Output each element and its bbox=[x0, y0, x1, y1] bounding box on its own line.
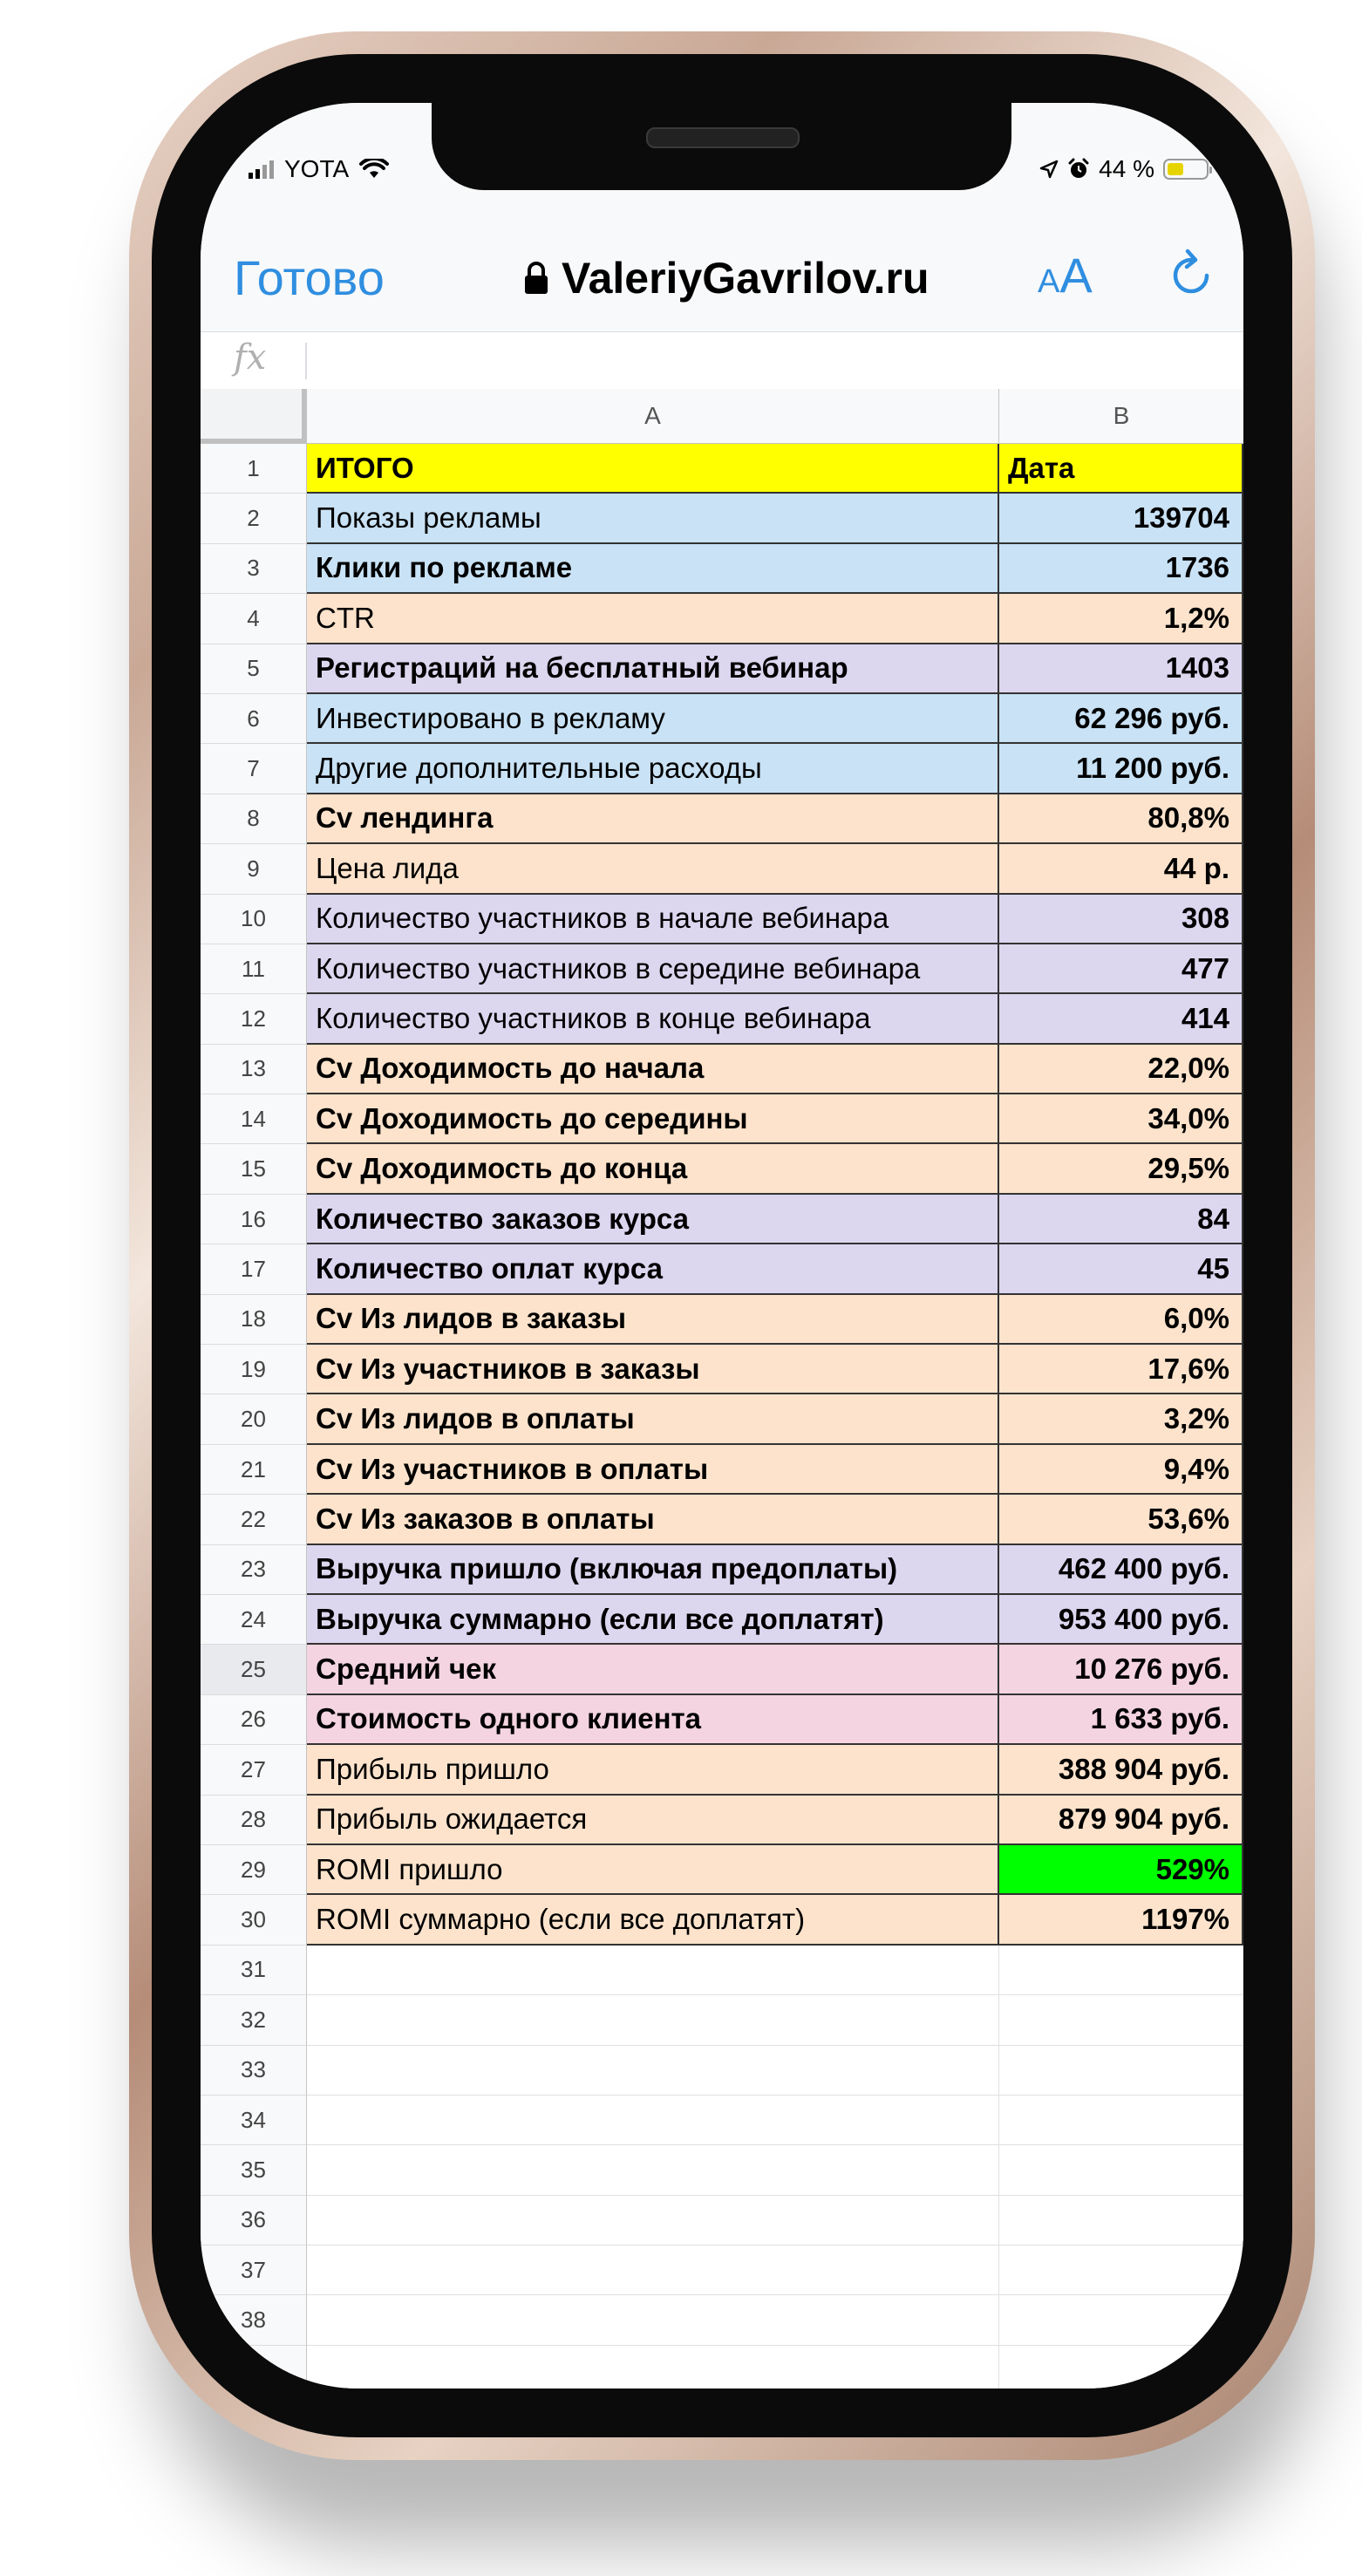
table-row bbox=[201, 1545, 1243, 1595]
cell-a[interactable] bbox=[307, 2196, 999, 2245]
column-header-a[interactable]: A bbox=[307, 389, 999, 443]
cell-b[interactable]: 9,4% bbox=[999, 1445, 1243, 1495]
cell-a[interactable]: Количество участников в начале вебинара bbox=[307, 895, 999, 944]
cell-a[interactable]: ROMI суммарно (если все доплатят) bbox=[307, 1895, 999, 1945]
cell-a[interactable]: Количество участников в конце вебинара bbox=[307, 994, 999, 1044]
fx-label: fx bbox=[234, 337, 267, 378]
cell-a[interactable] bbox=[307, 2046, 999, 2096]
table-row bbox=[201, 1495, 1243, 1544]
cell-a[interactable]: Cv Из заказов в оплаты bbox=[307, 1495, 999, 1544]
done-button[interactable]: Готово bbox=[234, 250, 385, 305]
cell-a[interactable]: CTR bbox=[307, 594, 999, 644]
table-row bbox=[201, 794, 1243, 844]
row-number[interactable]: 37 bbox=[201, 2245, 307, 2295]
cell-a[interactable]: Прибыль пришло bbox=[307, 1745, 999, 1795]
cell-a[interactable]: ИТОГО bbox=[307, 444, 999, 494]
notch bbox=[432, 103, 1011, 190]
cell-b[interactable]: 1403 bbox=[999, 644, 1243, 694]
cell-a[interactable] bbox=[307, 1995, 999, 2045]
battery-icon bbox=[1163, 159, 1209, 180]
table-row bbox=[201, 994, 1243, 1044]
formula-bar[interactable] bbox=[201, 331, 1243, 391]
row-number[interactable]: 11 bbox=[201, 944, 307, 994]
table-row bbox=[201, 444, 1243, 494]
cell-b[interactable]: 6,0% bbox=[999, 1295, 1243, 1345]
cell-b[interactable]: 17,6% bbox=[999, 1345, 1243, 1394]
formula-separator bbox=[305, 343, 307, 379]
cell-b[interactable]: 10 276 руб. bbox=[999, 1645, 1243, 1694]
row-number[interactable]: 33 bbox=[201, 2046, 307, 2096]
cell-b[interactable]: 53,6% bbox=[999, 1495, 1243, 1544]
text-size-button[interactable]: AA bbox=[1038, 248, 1093, 303]
table-row-empty bbox=[201, 1995, 1243, 2045]
row-number[interactable]: 24 bbox=[201, 1595, 307, 1645]
cell-b[interactable]: 388 904 руб. bbox=[999, 1745, 1243, 1795]
cell-b[interactable]: 953 400 руб. bbox=[999, 1595, 1243, 1645]
battery-percent: 44 % bbox=[1099, 155, 1154, 182]
row-number[interactable]: 7 bbox=[201, 744, 307, 794]
signal-icon bbox=[249, 160, 274, 179]
column-header-b[interactable]: B bbox=[1113, 402, 1130, 429]
lock-icon bbox=[523, 261, 549, 296]
table-row bbox=[201, 1895, 1243, 1945]
table-row-empty bbox=[201, 2096, 1243, 2145]
cell-b[interactable]: 1197% bbox=[999, 1895, 1243, 1945]
row-number[interactable]: 30 bbox=[201, 1895, 307, 1945]
cell-b[interactable]: 414 bbox=[999, 994, 1243, 1044]
cell-a[interactable]: Средний чек bbox=[307, 1645, 999, 1694]
table-row-empty bbox=[201, 2346, 1243, 2389]
table-row bbox=[201, 1195, 1243, 1244]
cell-b[interactable]: 22,0% bbox=[999, 1045, 1243, 1094]
cell-a[interactable]: Cv Из лидов в заказы bbox=[307, 1295, 999, 1345]
cell-a[interactable] bbox=[307, 2295, 999, 2345]
row-number[interactable]: 6 bbox=[201, 694, 307, 744]
row-number[interactable]: 35 bbox=[201, 2145, 307, 2195]
cell-a[interactable]: Cv Доходимость до начала bbox=[307, 1045, 999, 1094]
row-number[interactable]: 10 bbox=[201, 895, 307, 944]
carrier-name: YOTA bbox=[284, 155, 350, 182]
row-number[interactable]: 27 bbox=[201, 1745, 307, 1795]
table-row bbox=[201, 895, 1243, 944]
row-number[interactable]: 3 bbox=[201, 544, 307, 594]
cell-b[interactable]: 80,8% bbox=[999, 794, 1243, 844]
row-number[interactable]: 18 bbox=[201, 1295, 307, 1345]
cell-b[interactable]: 29,5% bbox=[999, 1144, 1243, 1194]
row-number[interactable]: 23 bbox=[201, 1545, 307, 1595]
cell-b[interactable]: 1,2% bbox=[999, 594, 1243, 644]
cell-a[interactable]: Количество участников в середине вебинара bbox=[307, 944, 999, 994]
wifi-icon bbox=[359, 159, 389, 180]
row-number[interactable]: 19 bbox=[201, 1345, 307, 1394]
row-number[interactable]: 17 bbox=[201, 1244, 307, 1294]
cell-b[interactable] bbox=[999, 1946, 1243, 1995]
table-row bbox=[201, 1645, 1243, 1694]
cell-b[interactable] bbox=[999, 2245, 1243, 2295]
table-row-empty bbox=[201, 2196, 1243, 2245]
cell-a[interactable]: ROMI пришло bbox=[307, 1845, 999, 1895]
table-row bbox=[201, 594, 1243, 644]
table-row bbox=[201, 1595, 1243, 1645]
cell-b[interactable] bbox=[999, 1995, 1243, 2045]
table-row-empty bbox=[201, 2046, 1243, 2096]
cell-b[interactable] bbox=[999, 2145, 1243, 2195]
cell-b[interactable] bbox=[999, 2096, 1243, 2145]
table-row bbox=[201, 1745, 1243, 1795]
row-number[interactable]: 26 bbox=[201, 1695, 307, 1745]
row-number[interactable]: 22 bbox=[201, 1495, 307, 1544]
table-row bbox=[201, 844, 1243, 894]
cell-a[interactable]: Выручка суммарно (если все доплатят) bbox=[307, 1595, 999, 1645]
table-row bbox=[201, 744, 1243, 794]
table-row bbox=[201, 1144, 1243, 1194]
table-row bbox=[201, 1045, 1243, 1094]
row-number[interactable]: 14 bbox=[201, 1094, 307, 1144]
cell-a[interactable]: Cv Из участников в заказы bbox=[307, 1345, 999, 1394]
cell-b[interactable] bbox=[999, 2196, 1243, 2245]
row-number[interactable]: 1 bbox=[201, 444, 307, 494]
row-number[interactable]: 9 bbox=[201, 844, 307, 894]
cell-a[interactable]: Стоимость одного клиента bbox=[307, 1695, 999, 1745]
cell-b[interactable]: 45 bbox=[999, 1244, 1243, 1294]
table-row bbox=[201, 1845, 1243, 1895]
cell-b[interactable]: 34,0% bbox=[999, 1094, 1243, 1144]
cell-a[interactable]: Другие дополнительные расходы bbox=[307, 744, 999, 794]
cell-b[interactable]: 529% bbox=[999, 1845, 1243, 1895]
row-number[interactable]: 34 bbox=[201, 2096, 307, 2145]
row-number[interactable]: 29 bbox=[201, 1845, 307, 1895]
row-number[interactable]: 32 bbox=[201, 1995, 307, 2045]
address-bar[interactable] bbox=[523, 253, 930, 303]
cell-b[interactable]: 3,2% bbox=[999, 1394, 1243, 1444]
location-icon bbox=[1039, 160, 1059, 179]
table-row bbox=[201, 544, 1243, 594]
cell-a[interactable] bbox=[307, 2145, 999, 2195]
row-number[interactable]: 5 bbox=[201, 644, 307, 694]
row-number[interactable]: 36 bbox=[201, 2196, 307, 2245]
row-number[interactable]: 12 bbox=[201, 994, 307, 1044]
cell-a[interactable]: Количество оплат курса bbox=[307, 1244, 999, 1294]
cell-a[interactable] bbox=[307, 1946, 999, 1995]
row-number[interactable]: 28 bbox=[201, 1796, 307, 1845]
browser-toolbar bbox=[201, 199, 1243, 330]
cell-b[interactable] bbox=[999, 2346, 1243, 2389]
cell-b[interactable]: 1736 bbox=[999, 544, 1243, 594]
row-number[interactable]: 38 bbox=[201, 2295, 307, 2345]
row-number[interactable]: 2 bbox=[201, 494, 307, 543]
cell-a[interactable]: Цена лида bbox=[307, 844, 999, 894]
column-header-row bbox=[201, 389, 1243, 444]
alarm-icon bbox=[1067, 158, 1090, 181]
phone-frame bbox=[129, 31, 1315, 2460]
table-row-empty bbox=[201, 2145, 1243, 2195]
table-row bbox=[201, 1394, 1243, 1444]
cell-b[interactable]: 462 400 руб. bbox=[999, 1545, 1243, 1595]
cell-b[interactable]: 879 904 руб. bbox=[999, 1796, 1243, 1845]
table-row-empty bbox=[201, 1946, 1243, 1995]
cell-b[interactable]: 139704 bbox=[999, 494, 1243, 543]
cell-a[interactable] bbox=[307, 2346, 999, 2389]
cell-a[interactable]: Прибыль ожидается bbox=[307, 1796, 999, 1845]
cell-a[interactable]: Инвестировано в рекламу bbox=[307, 694, 999, 744]
cell-b[interactable] bbox=[999, 2295, 1243, 2345]
table-row bbox=[201, 494, 1243, 543]
row-number[interactable]: 16 bbox=[201, 1195, 307, 1244]
row-number[interactable]: 20 bbox=[201, 1394, 307, 1444]
cell-a[interactable]: Cv лендинга bbox=[307, 794, 999, 844]
row-number[interactable]: 39 bbox=[201, 2346, 307, 2389]
cell-b[interactable]: 62 296 руб. bbox=[999, 694, 1243, 744]
cell-b[interactable]: 11 200 руб. bbox=[999, 744, 1243, 794]
table-row bbox=[201, 1695, 1243, 1745]
table-row-empty bbox=[201, 2295, 1243, 2345]
table-row bbox=[201, 1345, 1243, 1394]
table-row bbox=[201, 1796, 1243, 1845]
cell-a[interactable]: Cv Из участников в оплаты bbox=[307, 1445, 999, 1495]
cell-b[interactable]: Дата bbox=[999, 444, 1243, 494]
row-number[interactable]: 21 bbox=[201, 1445, 307, 1495]
cell-b[interactable]: 477 bbox=[999, 944, 1243, 994]
phone-screen bbox=[201, 103, 1243, 2389]
table-row bbox=[201, 694, 1243, 744]
cell-b[interactable] bbox=[999, 2046, 1243, 2096]
cell-a[interactable] bbox=[307, 2245, 999, 2295]
table-row bbox=[201, 1295, 1243, 1345]
spreadsheet-grid bbox=[201, 389, 1243, 2389]
table-row bbox=[201, 944, 1243, 994]
rows-container bbox=[201, 444, 1243, 2389]
reload-button[interactable] bbox=[1168, 248, 1214, 304]
row-number[interactable]: 25 bbox=[201, 1645, 307, 1694]
cell-a[interactable]: Cv Из лидов в оплаты bbox=[307, 1394, 999, 1444]
table-row bbox=[201, 644, 1243, 694]
cell-a[interactable]: Выручка пришло (включая предоплаты) bbox=[307, 1545, 999, 1595]
cell-b[interactable]: 84 bbox=[999, 1195, 1243, 1244]
url-text: ValeriyGavrilov.ru bbox=[562, 254, 930, 303]
table-row bbox=[201, 1445, 1243, 1495]
cell-b[interactable]: 1 633 руб. bbox=[999, 1695, 1243, 1745]
cell-a[interactable] bbox=[307, 2096, 999, 2145]
select-all-corner[interactable] bbox=[201, 389, 307, 443]
cell-a[interactable]: Регистраций на бесплатный вебинар bbox=[307, 644, 999, 694]
table-row-empty bbox=[201, 2245, 1243, 2295]
cell-a[interactable]: Cv Доходимость до середины bbox=[307, 1094, 999, 1144]
cell-a[interactable]: Количество заказов курса bbox=[307, 1195, 999, 1244]
speaker-grille bbox=[646, 127, 800, 148]
reload-icon bbox=[1168, 248, 1214, 300]
cell-b[interactable]: 308 bbox=[999, 895, 1243, 944]
table-row bbox=[201, 1094, 1243, 1144]
row-number[interactable]: 4 bbox=[201, 594, 307, 644]
cell-a[interactable]: Показы рекламы bbox=[307, 494, 999, 543]
cell-a[interactable]: Cv Доходимость до конца bbox=[307, 1144, 999, 1194]
row-number[interactable]: 31 bbox=[201, 1946, 307, 1995]
row-number[interactable]: 13 bbox=[201, 1045, 307, 1094]
cell-b[interactable]: 44 р. bbox=[999, 844, 1243, 894]
row-number[interactable]: 15 bbox=[201, 1144, 307, 1194]
cell-a[interactable]: Клики по рекламе bbox=[307, 544, 999, 594]
table-row bbox=[201, 1244, 1243, 1294]
row-number[interactable]: 8 bbox=[201, 794, 307, 844]
